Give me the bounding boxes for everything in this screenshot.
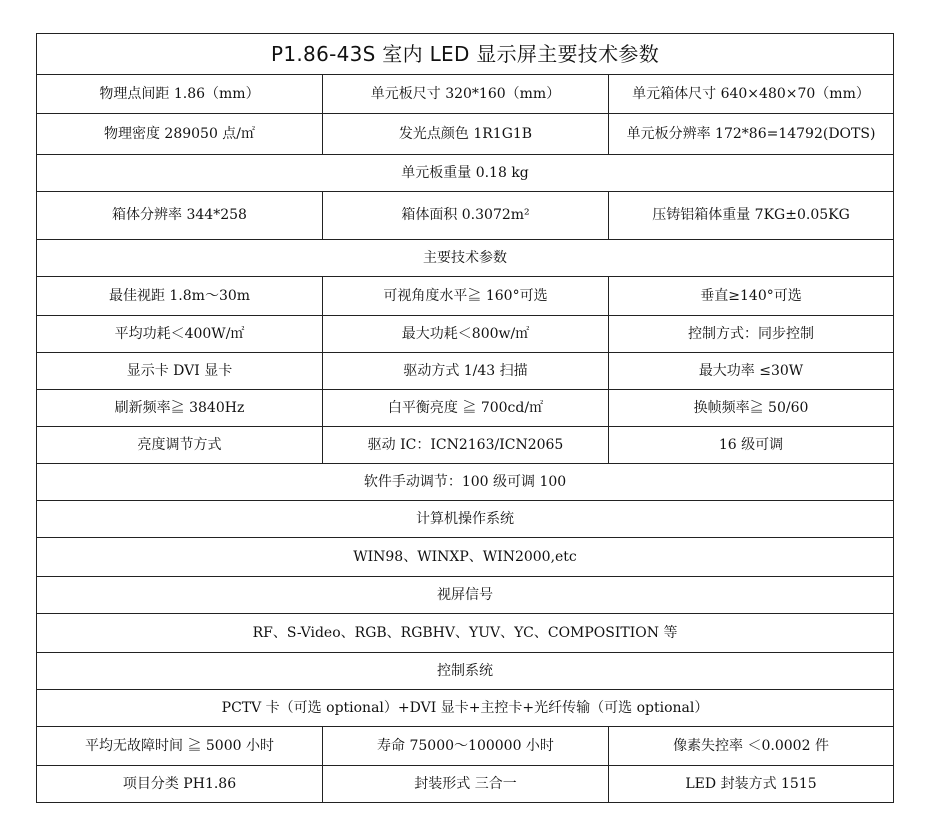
spec-cell: 亮度调节方式 (37, 427, 323, 464)
section-header: 主要技术参数 (37, 240, 894, 277)
spec-cell: 像素失控率 ＜0.0002 件 (609, 727, 894, 766)
spec-cell: 物理密度 289050 点/㎡ (37, 114, 323, 155)
spec-row (37, 727, 894, 766)
spec-cell: 寿命 75000～100000 小时 (323, 727, 609, 766)
spec-row (37, 316, 894, 353)
spec-cell: 项目分类 PH1.86 (37, 766, 323, 803)
spec-cell-wide: 单元板重量 0.18 kg (37, 155, 894, 192)
spec-cell: 显示卡 DVI 显卡 (37, 353, 323, 390)
spec-cell: 压铸铝箱体重量 7KG±0.05KG (609, 192, 894, 240)
spec-cell: 白平衡亮度 ≧ 700cd/㎡ (323, 390, 609, 427)
spec-cell-wide: PCTV 卡（可选 optional）+DVI 显卡+主控卡+光纤传输（可选 optional） (37, 690, 894, 727)
spec-cell: 刷新频率≧ 3840Hz (37, 390, 323, 427)
spec-row (37, 766, 894, 803)
spec-row (37, 427, 894, 464)
spec-cell: 封装形式 三合一 (323, 766, 609, 803)
section-header-row (37, 653, 894, 690)
section-header: 视屏信号 (37, 577, 894, 614)
spec-cell: 最大功耗＜800w/㎡ (323, 316, 609, 353)
spec-cell: 单元箱体尺寸 640×480×70（mm） (609, 75, 894, 114)
spec-cell-wide: WIN98、WINXP、WIN2000,etc (37, 538, 894, 577)
spec-cell: 最大功率 ≤30W (609, 353, 894, 390)
spec-cell: 单元板尺寸 320*160（mm） (323, 75, 609, 114)
spec-cell: 16 级可调 (609, 427, 894, 464)
spec-row (37, 114, 894, 155)
spec-cell: LED 封装方式 1515 (609, 766, 894, 803)
spec-cell: 物理点间距 1.86（mm） (37, 75, 323, 114)
spec-cell: 驱动方式 1/43 扫描 (323, 353, 609, 390)
section-header: 控制系统 (37, 653, 894, 690)
spec-row (37, 353, 894, 390)
spec-cell: 最佳视距 1.8m～30m (37, 277, 323, 316)
spec-table (36, 33, 894, 803)
spec-row (37, 192, 894, 240)
spec-cell: 平均功耗＜400W/㎡ (37, 316, 323, 353)
spec-cell: 平均无故障时间 ≧ 5000 小时 (37, 727, 323, 766)
spec-cell: 箱体分辨率 344*258 (37, 192, 323, 240)
spec-row (37, 464, 894, 501)
spec-row (37, 538, 894, 577)
section-header-row (37, 501, 894, 538)
section-header-row (37, 577, 894, 614)
spec-row (37, 690, 894, 727)
spec-cell-wide: RF、S-Video、RGB、RGBHV、YUV、YC、COMPOSITION 等 (37, 614, 894, 653)
spec-cell: 换帧频率≧ 50/60 (609, 390, 894, 427)
spec-row (37, 75, 894, 114)
spec-row (37, 614, 894, 653)
spec-cell: 箱体面积 0.3072m² (323, 192, 609, 240)
spec-cell: 控制方式：同步控制 (609, 316, 894, 353)
spec-cell: 单元板分辨率 172*86=14792(DOTS) (609, 114, 894, 155)
spec-row (37, 277, 894, 316)
spec-cell: 可视角度水平≧ 160°可选 (323, 277, 609, 316)
spec-cell: 驱动 IC：ICN2163/ICN2065 (323, 427, 609, 464)
spec-row (37, 155, 894, 192)
spec-cell-wide: 软件手动调节：100 级可调 100 (37, 464, 894, 501)
spec-cell: 垂直≥140°可选 (609, 277, 894, 316)
section-header-row (37, 240, 894, 277)
title-row (37, 34, 894, 75)
spec-cell: 发光点颜色 1R1G1B (323, 114, 609, 155)
section-header: 计算机操作系统 (37, 501, 894, 538)
table-title: P1.86-43S 室内 LED 显示屏主要技术参数 (37, 34, 894, 75)
spec-row (37, 390, 894, 427)
